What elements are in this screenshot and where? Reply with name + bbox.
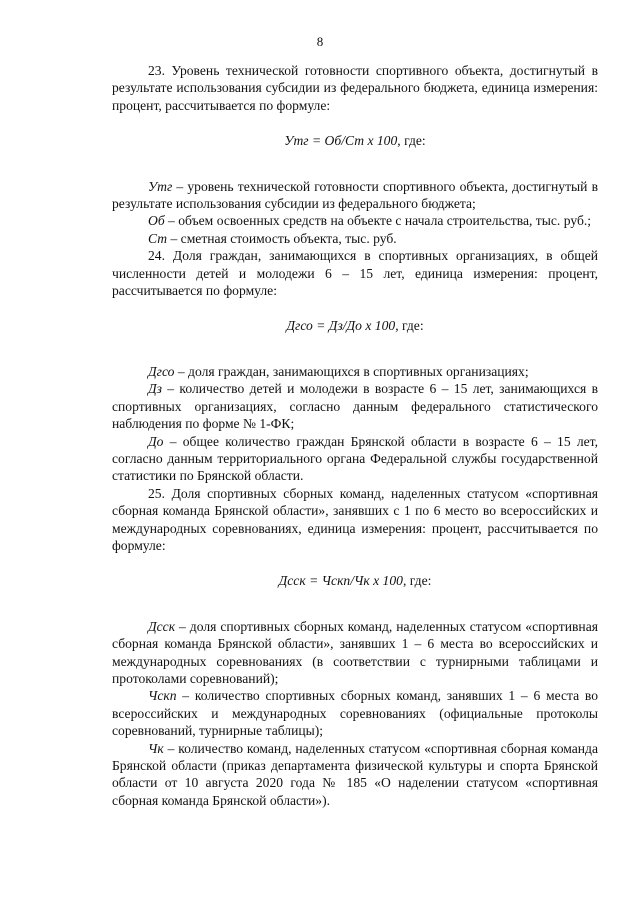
definition-dz <box>112 380 598 432</box>
item-25-formula <box>112 572 598 589</box>
formula-suffix: , где: <box>397 133 426 149</box>
definition-do <box>112 433 598 485</box>
item-23-formula <box>112 132 598 149</box>
definition-dgso <box>112 363 598 380</box>
item-24-text: 24. Доля граждан, занимающихся в спортивных организациях, в общей численности детей и молодежи 6 – 15 лет, единица измерения: процент, рассчитывается по формуле: <box>112 248 598 299</box>
definition-term: Об <box>148 213 165 229</box>
definition-ob <box>112 212 598 229</box>
definition-term: Дгсо <box>148 363 175 379</box>
item-23-text: 23. Уровень технической готовности спортивного объекта, достигнутый в результате использования субсидии из федерального бюджета, единица измерения: процент, рассчитывается по формуле: <box>112 63 598 113</box>
definition-text: – количество детей и молодежи в возрасте 6 – 15 лет, занимающихся в спортивных организациях, согласно данным федерального статистического наблюдения по форме № 1-ФК; <box>112 381 598 432</box>
definition-term: До <box>148 433 164 449</box>
item-24 <box>112 247 598 484</box>
definition-term: Дсск <box>148 618 176 634</box>
definition-text: – общее количество граждан Брянской области в возрасте 6 – 15 лет, согласно данным территориального органа Федеральной службы государственной статистики по Брянской области. <box>112 433 598 484</box>
definition-utg <box>112 178 598 213</box>
definition-term: Утг <box>148 178 173 194</box>
formula-expression: Дгсо = Дз/До х 100 <box>286 318 396 334</box>
formula-suffix: , где: <box>395 318 424 334</box>
definition-text: – доля граждан, занимающихся в спортивных организациях; <box>174 363 529 379</box>
definition-text: – сметная стоимость объекта, тыс. руб. <box>167 230 397 246</box>
document-body <box>112 62 598 809</box>
definition-term: Ст <box>148 230 168 246</box>
definition-text: – уровень технической готовности спортивного объекта, достигнутый в результате использования субсидии из федерального бюджета; <box>112 178 598 212</box>
definition-st <box>112 230 598 247</box>
definition-term: Чскп <box>148 688 177 704</box>
item-25-text: 25. Доля спортивных сборных команд, наделенных статусом «спортивная сборная команда Брянской области», занявших с 1 по 6 место во всероссийских и международных соревнованиях, единица измерения: процент, рассчитывается по формуле: <box>112 485 598 553</box>
definition-text: – доля спортивных сборных команд, наделенных статусом «спортивная сборная команда Брянской области», занявших 1 – 6 места во всероссийских и международных соревнованиях (в соответствии с турнирными таблицами и протоколами соревнований); <box>112 618 598 686</box>
definition-term: Чк <box>148 740 164 756</box>
item-24-formula <box>112 317 598 334</box>
definition-chk <box>112 740 598 810</box>
item-23 <box>112 62 598 247</box>
definition-text: – количество команд, наделенных статусом «спортивная сборная команда Брянской области (приказ департамента физической культуры и спорта Брянской области от 10 августа 2020 года № 185 «О наделении статусом «спортивная сборная команда Брянской области»). <box>112 740 598 808</box>
definition-text: – объем освоенных средств на объекте с начала строительства, тыс. руб.; <box>164 213 592 229</box>
definition-text: – количество спортивных сборных команд, занявших 1 – 6 места во всероссийских и международных соревнованиях (официальные протоколы соревнований, турнирные таблицы); <box>112 688 598 739</box>
formula-expression: Дсск = Чскп/Чк х 100 <box>278 573 403 589</box>
page-number: 8 <box>316 34 324 49</box>
definition-dssk <box>112 618 598 688</box>
formula-suffix: , где: <box>402 573 432 589</box>
definition-term: Дз <box>148 381 162 397</box>
formula-expression: Утг = Об/Ст х 100 <box>284 133 398 149</box>
definition-chskp <box>112 687 598 739</box>
item-25 <box>112 485 598 810</box>
